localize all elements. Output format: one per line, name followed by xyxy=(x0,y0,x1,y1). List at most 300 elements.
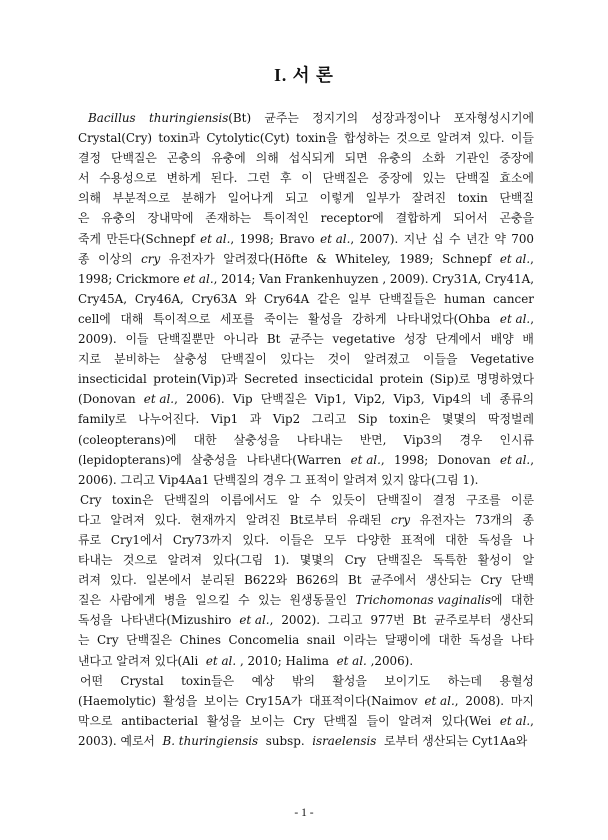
word-group xyxy=(366,188,400,208)
word: Crystal(Cry) xyxy=(78,131,153,146)
word-group xyxy=(114,349,160,369)
word: , xyxy=(530,311,534,326)
word: toxin은 xyxy=(111,492,154,507)
word: 단백질은 xyxy=(322,171,369,186)
word: 존재하는 xyxy=(205,211,252,226)
word: 2014; xyxy=(221,271,256,286)
word: 는 xyxy=(78,633,90,648)
word-group xyxy=(459,430,482,450)
text-run: 2006). 그리고 Vip4Aa1 단백질의 경우 그 표적이 알려져 있지 않다(그림 1). xyxy=(78,472,479,487)
word-group xyxy=(195,590,229,610)
word: 살충성 xyxy=(173,352,208,367)
text-line xyxy=(78,570,534,590)
word: , xyxy=(174,392,178,407)
word-group xyxy=(434,610,491,630)
word: Cry xyxy=(293,713,315,728)
italic-term: et al. xyxy=(183,271,214,286)
word: 이룬 xyxy=(510,492,534,507)
word-group xyxy=(511,590,534,610)
word: 독성을 xyxy=(478,532,513,547)
word: 700 xyxy=(511,231,534,246)
word-group xyxy=(399,249,433,269)
word: 분리된 xyxy=(200,573,236,588)
word-group xyxy=(154,510,181,530)
word-group xyxy=(250,711,284,731)
word-group xyxy=(328,349,351,369)
word-group xyxy=(78,329,117,349)
word: 배양 xyxy=(490,332,514,347)
word-group xyxy=(422,148,445,168)
word: 있다는 xyxy=(280,352,315,367)
word-group xyxy=(296,570,339,590)
word-group xyxy=(380,369,424,389)
word: 알려졌다(Höfte xyxy=(223,251,308,266)
text-line xyxy=(78,349,534,369)
word: 단백질은 xyxy=(376,553,423,568)
word-group xyxy=(192,289,237,309)
word: 지로 xyxy=(78,352,101,367)
word-group xyxy=(499,168,533,188)
text-line xyxy=(78,389,534,409)
word-group xyxy=(244,369,298,389)
word: & xyxy=(316,251,327,266)
word: 타내는 xyxy=(78,553,113,568)
word-group xyxy=(153,309,210,329)
word: insecticidal xyxy=(304,372,374,387)
word-group xyxy=(437,128,471,148)
word: insecticidal xyxy=(78,372,147,387)
paragraph xyxy=(78,490,534,671)
word-group xyxy=(120,610,231,630)
word: 알 xyxy=(287,492,300,507)
word-group xyxy=(121,711,198,731)
word-group xyxy=(430,369,470,389)
word: 특이적인 xyxy=(262,211,309,226)
word: 2008). xyxy=(465,693,505,708)
word: 유전자는 xyxy=(419,512,466,527)
word: 명명하였다 xyxy=(476,372,534,387)
word-group xyxy=(348,570,362,590)
word: 것으로 xyxy=(396,131,431,146)
word: 있다. xyxy=(154,512,182,527)
word-group xyxy=(289,329,323,349)
word-group xyxy=(297,430,343,450)
word: Vip3, xyxy=(393,392,425,407)
word-group xyxy=(279,229,314,249)
word: 활성을 xyxy=(162,693,198,708)
word-group xyxy=(153,369,237,389)
word-group xyxy=(211,148,245,168)
word: protein xyxy=(379,372,424,387)
word-group xyxy=(101,208,135,228)
italic-term: et al. xyxy=(424,693,455,708)
word: 단백질뿐만 xyxy=(157,332,215,347)
word-group xyxy=(264,309,298,329)
word-group xyxy=(263,208,309,228)
word-group xyxy=(157,329,214,349)
word-group xyxy=(112,490,154,510)
text-line xyxy=(78,369,534,389)
word-group xyxy=(290,590,347,610)
word: 강하게 xyxy=(352,311,387,326)
italic-term: cry xyxy=(391,512,411,527)
word: 일부가 xyxy=(365,191,401,206)
word-group xyxy=(212,550,263,570)
word-group xyxy=(80,490,102,510)
word-group xyxy=(371,108,440,128)
word-group xyxy=(200,229,234,249)
italic-term: et al. xyxy=(499,452,531,467)
word-group xyxy=(304,369,373,389)
word-group xyxy=(144,389,178,409)
word-group xyxy=(264,289,309,309)
word-group xyxy=(78,309,111,329)
word-group xyxy=(382,269,386,289)
italic-term: thuringiensis xyxy=(148,111,229,125)
word-group xyxy=(438,630,461,650)
text-line xyxy=(78,329,534,349)
word-group xyxy=(522,530,534,550)
text-line xyxy=(78,610,534,630)
word-group xyxy=(307,630,335,650)
word: 장내막에 xyxy=(147,211,194,226)
word-group xyxy=(355,590,502,610)
word-group xyxy=(309,691,418,711)
word-group xyxy=(396,309,490,329)
word: 아니라 xyxy=(223,332,259,347)
word-group xyxy=(444,289,485,309)
word-group xyxy=(404,329,427,349)
word-group xyxy=(466,490,500,510)
word: Vip2, xyxy=(354,392,386,407)
word: 일어나게 xyxy=(227,191,274,206)
word-group xyxy=(88,108,136,128)
word: , xyxy=(350,231,355,246)
word: toxin은 xyxy=(388,412,431,427)
word-group xyxy=(480,389,492,409)
word-group xyxy=(167,148,201,168)
word: 결정 xyxy=(78,151,101,166)
word: Crickmore xyxy=(116,271,180,286)
word: snail xyxy=(306,633,336,648)
word: 되면 xyxy=(344,151,368,166)
word: 세포를 xyxy=(219,311,255,326)
word-group xyxy=(458,188,488,208)
word-group xyxy=(475,510,513,530)
word: 달팽이에 xyxy=(384,633,431,648)
word: 유전자가 xyxy=(168,251,215,266)
word: 2009). xyxy=(389,271,429,286)
word: Crystal xyxy=(120,673,164,688)
word-group xyxy=(312,409,346,429)
word: B626의 xyxy=(296,573,340,588)
text-line xyxy=(78,229,534,249)
word: 후 xyxy=(279,171,292,186)
word: 1). xyxy=(273,553,290,568)
word-group xyxy=(285,188,308,208)
italic-term: B. thuringiensis xyxy=(162,733,259,748)
word-group xyxy=(433,490,456,510)
word: toxin을 xyxy=(296,131,338,146)
word-group xyxy=(182,188,216,208)
word: 종류의 xyxy=(499,392,534,407)
word: 있다(그림 xyxy=(212,553,264,568)
word-group xyxy=(522,329,534,349)
word: 있듯이 xyxy=(331,492,367,507)
word-group xyxy=(422,168,445,188)
word: 현재까지 xyxy=(190,512,237,527)
word-group xyxy=(328,610,362,630)
word: , xyxy=(454,693,459,708)
word: (coleopterans)에 xyxy=(78,432,177,447)
word-group xyxy=(317,289,340,309)
word-group xyxy=(78,168,90,188)
word: 알려진 xyxy=(245,512,281,527)
word-group xyxy=(478,530,512,550)
word-group xyxy=(401,530,435,550)
word: Cry31A, xyxy=(432,271,482,286)
word: Cry41A, xyxy=(485,271,534,286)
italic-term: et al. xyxy=(320,231,351,246)
word: Vip xyxy=(232,392,253,407)
word: 있다(Wei xyxy=(441,713,492,728)
word-group xyxy=(499,671,533,691)
word: 활성을 xyxy=(206,713,242,728)
word-group xyxy=(238,590,250,610)
word: Cry45A, xyxy=(78,291,127,306)
section-heading: I. 서 론 xyxy=(274,65,334,85)
word-group xyxy=(205,208,251,228)
word-group xyxy=(78,450,182,470)
word-group xyxy=(163,691,197,711)
word-group xyxy=(441,711,491,731)
word: 잘려진 xyxy=(411,191,447,206)
word: Van xyxy=(259,271,282,286)
word: 중장에 xyxy=(378,171,413,186)
word-group xyxy=(323,168,369,188)
text-line xyxy=(78,711,534,731)
word: Secreted xyxy=(243,372,298,387)
italic-term: et al. xyxy=(200,231,231,246)
word-group xyxy=(500,711,534,731)
word: 딱정벌레 xyxy=(488,412,534,427)
word: 만든다(Schnepf xyxy=(106,231,195,246)
word: Bt xyxy=(266,332,281,347)
word: Frankenhuyzen xyxy=(285,271,379,286)
word: 정지기의 xyxy=(312,111,359,125)
word-group xyxy=(511,630,534,650)
word-group xyxy=(252,671,275,691)
text-line xyxy=(78,470,534,490)
word: 대표적이다(Naimov xyxy=(309,693,418,708)
word: Schnepf xyxy=(442,251,492,266)
word: 약 xyxy=(494,231,506,246)
text-line xyxy=(78,651,534,671)
word-group xyxy=(480,570,502,590)
text-run: ,2006). xyxy=(370,653,414,668)
text-line xyxy=(78,309,534,329)
text-line xyxy=(78,430,534,450)
word: 대한 xyxy=(193,432,217,447)
word: (Donovan xyxy=(78,392,136,407)
word-group xyxy=(500,249,534,269)
word: 합성하는 xyxy=(343,131,390,146)
word: Cry46A, xyxy=(134,291,184,306)
word: 유래된 xyxy=(347,512,382,527)
word-group xyxy=(223,249,307,269)
text-line xyxy=(78,590,534,610)
word: 소화 xyxy=(422,151,445,166)
word-group xyxy=(354,389,385,409)
word-group xyxy=(245,289,257,309)
text-line xyxy=(78,450,534,470)
word-group xyxy=(78,550,112,570)
word-group xyxy=(78,269,112,289)
word-group xyxy=(360,430,387,450)
word: Cry xyxy=(80,492,102,507)
word-group xyxy=(433,389,472,409)
word-group xyxy=(168,550,202,570)
word-group xyxy=(244,570,287,590)
word: 그런 xyxy=(247,171,271,186)
word-group xyxy=(106,229,194,249)
word: 종 xyxy=(78,251,90,266)
word-group xyxy=(391,510,410,530)
word: 반면, xyxy=(359,432,387,447)
word: 포자형성시기에 xyxy=(453,111,534,125)
word: 수 xyxy=(238,593,250,608)
word: 살충성을 xyxy=(191,452,238,467)
word-group xyxy=(166,168,200,188)
word: 유충의 xyxy=(377,151,413,166)
word: 이들을 xyxy=(422,352,458,367)
word-group xyxy=(448,671,482,691)
word-group xyxy=(221,269,255,289)
word-group xyxy=(293,711,315,731)
word: Cry xyxy=(97,633,119,648)
text-line xyxy=(78,691,534,711)
word-group xyxy=(273,409,300,429)
word: Whiteley, xyxy=(335,251,391,266)
word-group xyxy=(246,510,280,530)
word-group xyxy=(352,309,386,329)
word: , xyxy=(530,251,534,266)
word: 죽이는 xyxy=(264,311,299,326)
word: 1998; xyxy=(78,271,113,286)
word-group xyxy=(97,630,119,650)
text-run: 2003). 예로서 xyxy=(78,733,159,748)
word: 부분적으로 xyxy=(112,191,170,206)
word-group xyxy=(111,530,163,550)
word: 나타낸다(Mizushiro xyxy=(120,613,232,628)
word-group xyxy=(500,610,534,630)
paragraph xyxy=(78,108,534,490)
italic-term: cry xyxy=(141,251,161,266)
word-group xyxy=(120,671,163,691)
word: 마지 xyxy=(510,693,534,708)
word: , xyxy=(382,271,387,286)
word: 2007). xyxy=(359,231,399,246)
word: Bt로부터 xyxy=(289,512,338,527)
word: 대한 xyxy=(438,633,462,648)
word: 단백질들은 xyxy=(378,291,437,306)
word: Sip xyxy=(357,412,378,427)
word: 년간 xyxy=(465,231,489,246)
word: , xyxy=(530,713,534,728)
word-group xyxy=(308,309,342,329)
word: 단백 xyxy=(510,573,534,588)
word-group xyxy=(234,430,280,450)
word: (Sip)로 xyxy=(429,372,471,387)
word-group xyxy=(135,289,184,309)
word-group xyxy=(141,249,160,269)
word-group xyxy=(412,188,446,208)
word-group xyxy=(442,249,491,269)
text-run: subsp. xyxy=(261,733,309,748)
word-group xyxy=(78,229,101,249)
text-line xyxy=(78,188,534,208)
word: 다양한 xyxy=(356,532,391,547)
word-group xyxy=(280,349,314,369)
word-group xyxy=(233,389,253,409)
word-group xyxy=(239,610,273,630)
word-group xyxy=(288,490,300,510)
word: 독성을 xyxy=(468,633,504,648)
word-group xyxy=(511,490,534,510)
word-group xyxy=(296,128,338,148)
word: 의해 xyxy=(78,191,101,206)
word: Concomelia xyxy=(228,633,300,648)
word: 특이적으로 xyxy=(152,311,211,326)
word: 있는 xyxy=(258,593,282,608)
word: 지난 xyxy=(403,231,427,246)
word: 알려져 xyxy=(437,131,472,146)
word-group xyxy=(78,289,127,309)
word-group xyxy=(78,590,101,610)
word: 다고 xyxy=(78,512,101,527)
word-group xyxy=(323,530,346,550)
word-group xyxy=(110,570,137,590)
word-group xyxy=(149,108,251,128)
paragraph xyxy=(78,671,534,751)
word-group xyxy=(471,349,534,369)
word-group xyxy=(138,409,199,429)
word: 단백질 xyxy=(499,191,534,206)
word-group xyxy=(207,711,241,731)
word: cancer xyxy=(493,291,534,306)
word: 에 xyxy=(491,593,503,608)
word-group xyxy=(78,430,177,450)
word-group xyxy=(169,249,215,269)
word-group xyxy=(345,550,367,570)
word: 것이 xyxy=(327,352,351,367)
word-group xyxy=(110,510,144,530)
word: 경우 xyxy=(459,432,483,447)
word: 원생동물인 xyxy=(289,593,347,608)
word: 독특한 xyxy=(432,553,468,568)
word: 질은 xyxy=(78,593,101,608)
word: 배 xyxy=(522,332,534,347)
text-line xyxy=(78,731,534,751)
word-group xyxy=(413,610,427,630)
word: 보이기도 xyxy=(384,673,431,688)
word: 보이는 xyxy=(204,693,239,708)
word-group xyxy=(364,349,410,369)
word-group xyxy=(466,229,489,249)
word-group xyxy=(240,229,274,249)
word-group xyxy=(245,691,302,711)
word-group xyxy=(310,490,322,510)
